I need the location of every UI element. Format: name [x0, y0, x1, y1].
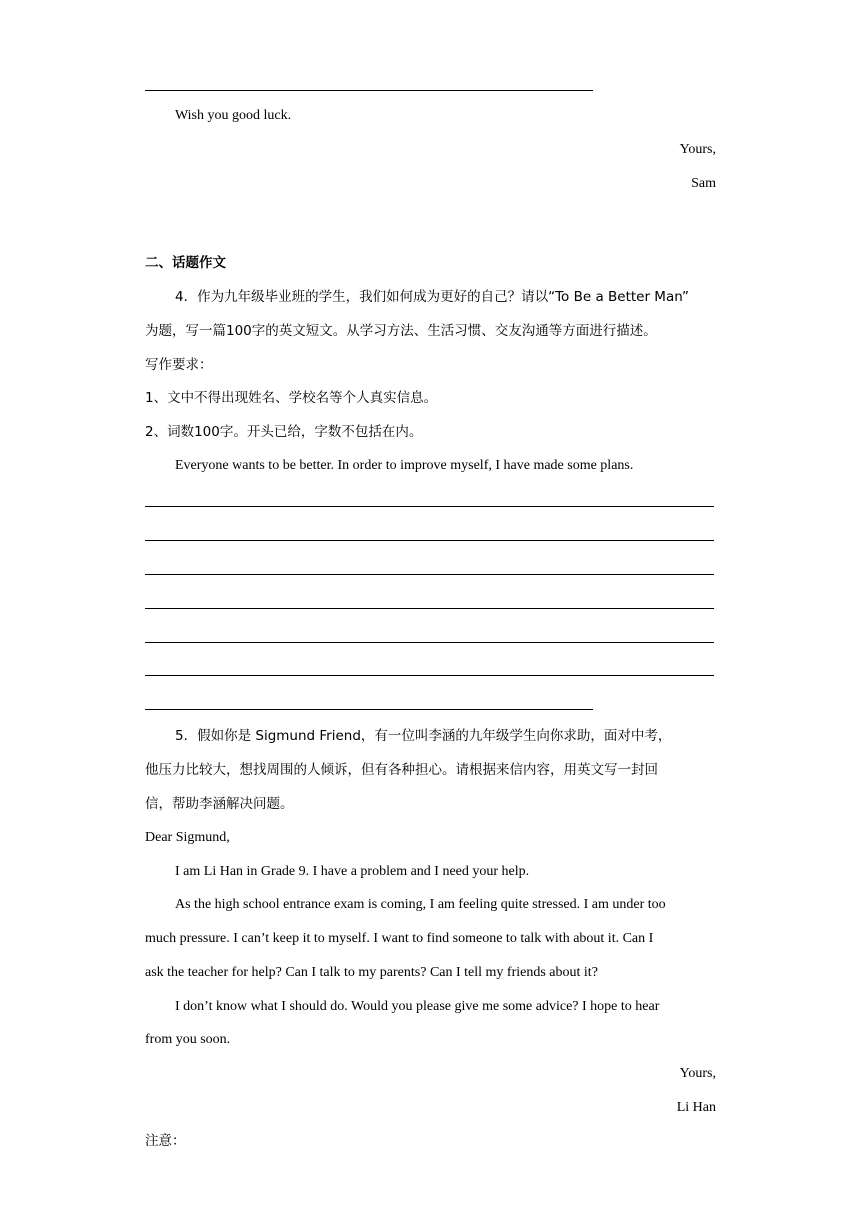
answer-line[interactable] [145, 642, 714, 643]
section-heading: 二、话题作文 [145, 255, 226, 271]
letter-salutation: Dear Sigmund, [145, 830, 230, 845]
letter-signoff: Yours, [679, 1066, 716, 1081]
answer-line[interactable] [145, 574, 714, 575]
q4-opening-sentence: Everyone wants to be better. In order to improve myself, I have made some plans. [175, 458, 634, 473]
answer-line[interactable] [145, 540, 714, 541]
letter-signoff: Yours, [679, 142, 716, 157]
q4-requirement: 2、词数100字。开头已给，字数不包括在内。 [145, 424, 423, 440]
q4-requirement: 1、文中不得出现姓名、学校名等个人真实信息。 [145, 390, 438, 406]
q5-prompt-line: 5．假如你是 Sigmund Friend，有一位叫李涵的九年级学生向你求助，面对中考， [175, 728, 672, 744]
q5-prompt-line: 他压力比较大，想找周围的人倾诉，但有各种担心。请根据来信内容，用英文写一封回 [145, 762, 658, 778]
answer-line[interactable] [145, 90, 593, 91]
letter-paragraph-line: I don’t know what I should do. Would you please give me some advice? I hope to hear [175, 999, 660, 1014]
note-label: 注意： [145, 1133, 186, 1149]
letter-paragraph-line: ask the teacher for help? Can I talk to my parents? Can I tell my friends about it? [145, 965, 598, 980]
q4-prompt-line: 写作要求： [145, 357, 213, 373]
letter-closing-line: Wish you good luck. [175, 108, 292, 123]
letter-signature: Sam [691, 176, 716, 191]
letter-paragraph: I am Li Han in Grade 9. I have a problem and I need your help. [175, 864, 530, 879]
answer-line[interactable] [145, 506, 714, 507]
q5-prompt-line: 信，帮助李涵解决问题。 [145, 796, 294, 812]
letter-signature: Li Han [676, 1100, 716, 1115]
answer-line[interactable] [145, 608, 714, 609]
letter-paragraph-line: much pressure. I can’t keep it to myself. I want to find someone to talk with about it. Can I [145, 931, 654, 946]
q4-prompt-line: 为题，写一篇100字的英文短文。从学习方法、生活习惯、交友沟通等方面进行描述。 [145, 323, 657, 339]
q4-prompt-line: 4．作为九年级毕业班的学生，我们如何成为更好的自己？请以“To Be a Better Man” [175, 289, 690, 305]
letter-paragraph-line: As the high school entrance exam is coming, I am feeling quite stressed. I am under too [175, 897, 666, 912]
answer-line[interactable] [145, 675, 714, 676]
letter-paragraph-line: from you soon. [145, 1032, 231, 1047]
answer-line[interactable] [145, 709, 593, 710]
